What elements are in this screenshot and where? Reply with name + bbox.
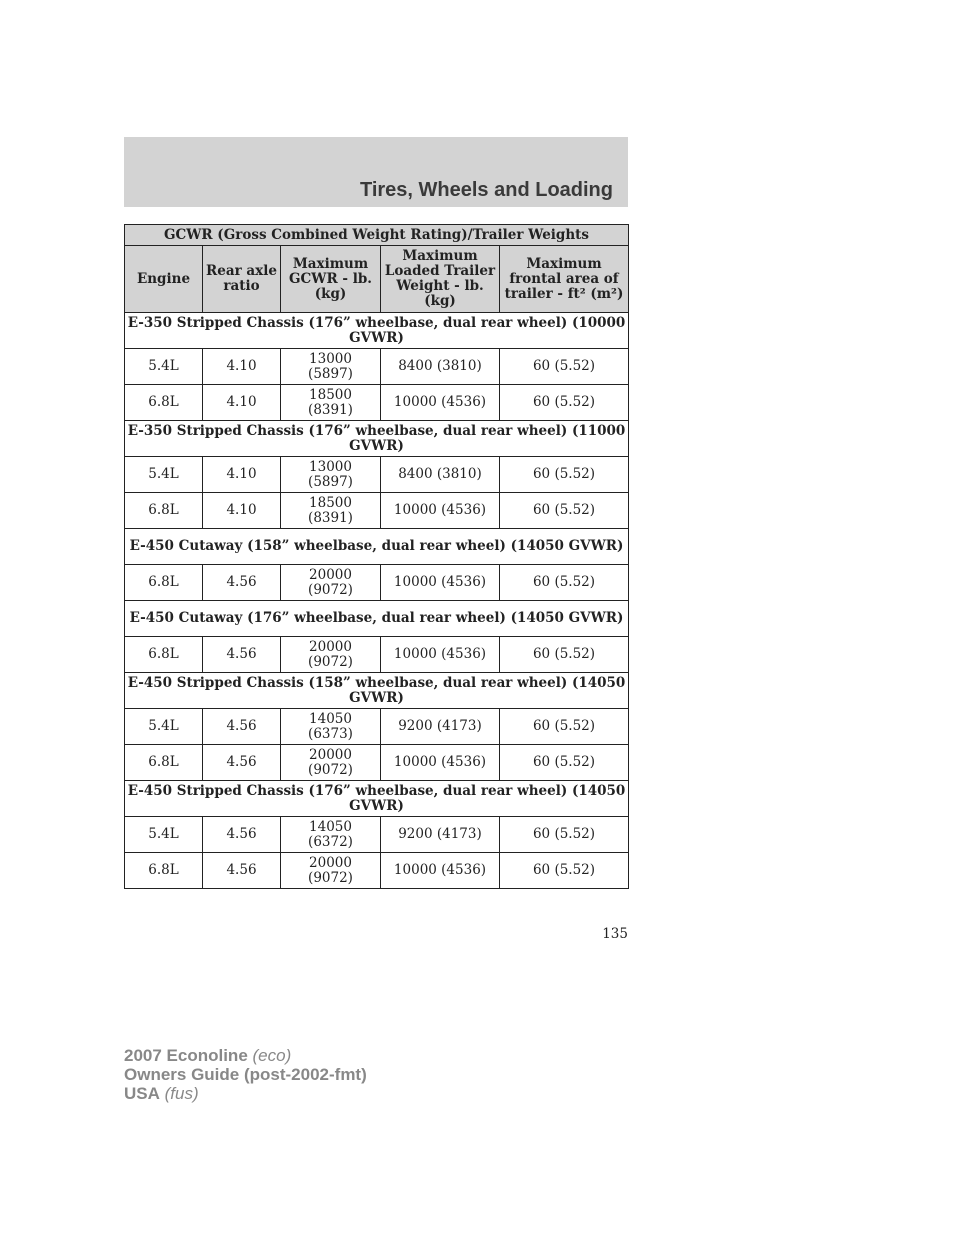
footer-model: 2007 Econoline [124, 1046, 248, 1065]
gcwr-lb-value: 20000 [309, 638, 352, 655]
vehicle-group-title: E-450 Cutaway (176” wheelbase, dual rear wheel) (14050 GVWR) [125, 601, 629, 637]
engine-cell: 6.8L [125, 565, 203, 601]
vehicle-group-row [125, 601, 629, 637]
section-header-band [124, 137, 628, 207]
vehicle-group-title: E-450 Cutaway (158” wheelbase, dual rear wheel) (14050 GVWR) [125, 529, 629, 565]
table-row [125, 853, 629, 889]
footer-market: USA [124, 1084, 160, 1103]
gcwr-kg-value: (9072) [308, 653, 353, 670]
gcwr-kg-value: (9072) [308, 869, 353, 886]
vehicle-group-title: E-450 Stripped Chassis (158” wheelbase, dual rear wheel) (14050 GVWR) [125, 673, 629, 709]
max-gcwr-cell [281, 457, 381, 493]
engine-cell: 5.4L [125, 349, 203, 385]
vehicle-group-title: E-450 Stripped Chassis (176” wheelbase, dual rear wheel) (14050 GVWR) [125, 781, 629, 817]
gcwr-kg-value: (8391) [308, 509, 353, 526]
max-gcwr-cell [281, 385, 381, 421]
max-gcwr-cell [281, 853, 381, 889]
max-frontal-area-cell: 60 (5.52) [500, 493, 629, 529]
max-frontal-area-cell: 60 (5.52) [500, 709, 629, 745]
rear-axle-ratio-cell: 4.56 [203, 565, 281, 601]
gcwr-kg-value: (5897) [308, 365, 353, 382]
vehicle-group-row [125, 673, 629, 709]
max-gcwr-cell [281, 709, 381, 745]
rear-axle-ratio-cell: 4.10 [203, 493, 281, 529]
max-trailer-weight-cell: 10000 (4536) [381, 493, 500, 529]
table-row [125, 349, 629, 385]
footer-line-1 [124, 1046, 367, 1065]
max-frontal-area-cell: 60 (5.52) [500, 565, 629, 601]
gcwr-lb-value: 14050 [309, 710, 352, 727]
column-header-max-frontal-area: Maximum frontal area of trailer - ft² (m²) [500, 246, 629, 313]
rear-axle-ratio-cell: 4.56 [203, 853, 281, 889]
rear-axle-ratio-cell: 4.56 [203, 709, 281, 745]
gcwr-lb-value: 13000 [309, 350, 352, 367]
vehicle-group-row [125, 421, 629, 457]
max-frontal-area-cell: 60 (5.52) [500, 745, 629, 781]
table-row [125, 493, 629, 529]
engine-cell: 6.8L [125, 637, 203, 673]
rear-axle-ratio-cell: 4.56 [203, 817, 281, 853]
max-trailer-weight-cell: 8400 (3810) [381, 457, 500, 493]
rear-axle-ratio-cell: 4.56 [203, 745, 281, 781]
rear-axle-ratio-cell: 4.10 [203, 457, 281, 493]
table-caption: GCWR (Gross Combined Weight Rating)/Trailer Weights [125, 225, 629, 246]
gcwr-lb-value: 18500 [309, 494, 352, 511]
max-gcwr-cell [281, 817, 381, 853]
max-gcwr-cell [281, 637, 381, 673]
table-row [125, 637, 629, 673]
gcwr-kg-value: (8391) [308, 401, 353, 418]
vehicle-group-title: E-350 Stripped Chassis (176” wheelbase, dual rear wheel) (10000 GVWR) [125, 313, 629, 349]
engine-cell: 6.8L [125, 853, 203, 889]
max-gcwr-cell [281, 349, 381, 385]
max-gcwr-cell [281, 493, 381, 529]
max-gcwr-cell [281, 745, 381, 781]
max-gcwr-cell [281, 565, 381, 601]
rear-axle-ratio-cell: 4.56 [203, 637, 281, 673]
gcwr-trailer-weights-table [124, 224, 629, 889]
gcwr-lb-value: 20000 [309, 854, 352, 871]
max-frontal-area-cell: 60 (5.52) [500, 853, 629, 889]
gcwr-lb-value: 18500 [309, 386, 352, 403]
engine-cell: 5.4L [125, 457, 203, 493]
gcwr-kg-value: (6373) [308, 725, 353, 742]
max-trailer-weight-cell: 9200 (4173) [381, 817, 500, 853]
gcwr-kg-value: (5897) [308, 473, 353, 490]
max-trailer-weight-cell: 10000 (4536) [381, 745, 500, 781]
footer-line-2 [124, 1065, 367, 1084]
gcwr-kg-value: (9072) [308, 581, 353, 598]
gcwr-lb-value: 14050 [309, 818, 352, 835]
vehicle-group-row [125, 781, 629, 817]
table-row [125, 385, 629, 421]
footer-guide-name: Owners Guide (post-2002-fmt) [124, 1065, 367, 1084]
column-header-max-gcwr: Maximum GCWR - lb. (kg) [281, 246, 381, 313]
table-caption-row [125, 225, 629, 246]
max-frontal-area-cell: 60 (5.52) [500, 637, 629, 673]
engine-cell: 5.4L [125, 817, 203, 853]
gcwr-lb-value: 20000 [309, 566, 352, 583]
engine-cell: 6.8L [125, 745, 203, 781]
vehicle-group-title: E-350 Stripped Chassis (176” wheelbase, dual rear wheel) (11000 GVWR) [125, 421, 629, 457]
page-number: 135 [602, 926, 628, 942]
column-header-rear-axle-ratio: Rear axle ratio [203, 246, 281, 313]
gcwr-kg-value: (9072) [308, 761, 353, 778]
footer-market-code: (fus) [164, 1084, 199, 1103]
gcwr-lb-value: 20000 [309, 746, 352, 763]
table-row [125, 709, 629, 745]
engine-cell: 6.8L [125, 385, 203, 421]
engine-cell: 6.8L [125, 493, 203, 529]
max-frontal-area-cell: 60 (5.52) [500, 385, 629, 421]
max-trailer-weight-cell: 10000 (4536) [381, 385, 500, 421]
gcwr-kg-value: (6372) [308, 833, 353, 850]
footer-line-3 [124, 1084, 367, 1103]
table-row [125, 817, 629, 853]
max-trailer-weight-cell: 8400 (3810) [381, 349, 500, 385]
max-trailer-weight-cell: 9200 (4173) [381, 709, 500, 745]
footer-model-code: (eco) [252, 1046, 292, 1065]
rear-axle-ratio-cell: 4.10 [203, 349, 281, 385]
column-header-row [125, 246, 629, 313]
gcwr-lb-value: 13000 [309, 458, 352, 475]
column-header-engine: Engine [125, 246, 203, 313]
max-trailer-weight-cell: 10000 (4536) [381, 853, 500, 889]
document-footer [124, 1046, 367, 1103]
engine-cell: 5.4L [125, 709, 203, 745]
table-row [125, 457, 629, 493]
max-frontal-area-cell: 60 (5.52) [500, 349, 629, 385]
max-frontal-area-cell: 60 (5.52) [500, 457, 629, 493]
rear-axle-ratio-cell: 4.10 [203, 385, 281, 421]
table-row [125, 565, 629, 601]
table-row [125, 745, 629, 781]
vehicle-group-row [125, 529, 629, 565]
section-title: Tires, Wheels and Loading [359, 179, 613, 201]
max-trailer-weight-cell: 10000 (4536) [381, 565, 500, 601]
max-frontal-area-cell: 60 (5.52) [500, 817, 629, 853]
column-header-max-trailer-weight: Maximum Loaded Trailer Weight - lb. (kg) [381, 246, 500, 313]
vehicle-group-row [125, 313, 629, 349]
max-trailer-weight-cell: 10000 (4536) [381, 637, 500, 673]
